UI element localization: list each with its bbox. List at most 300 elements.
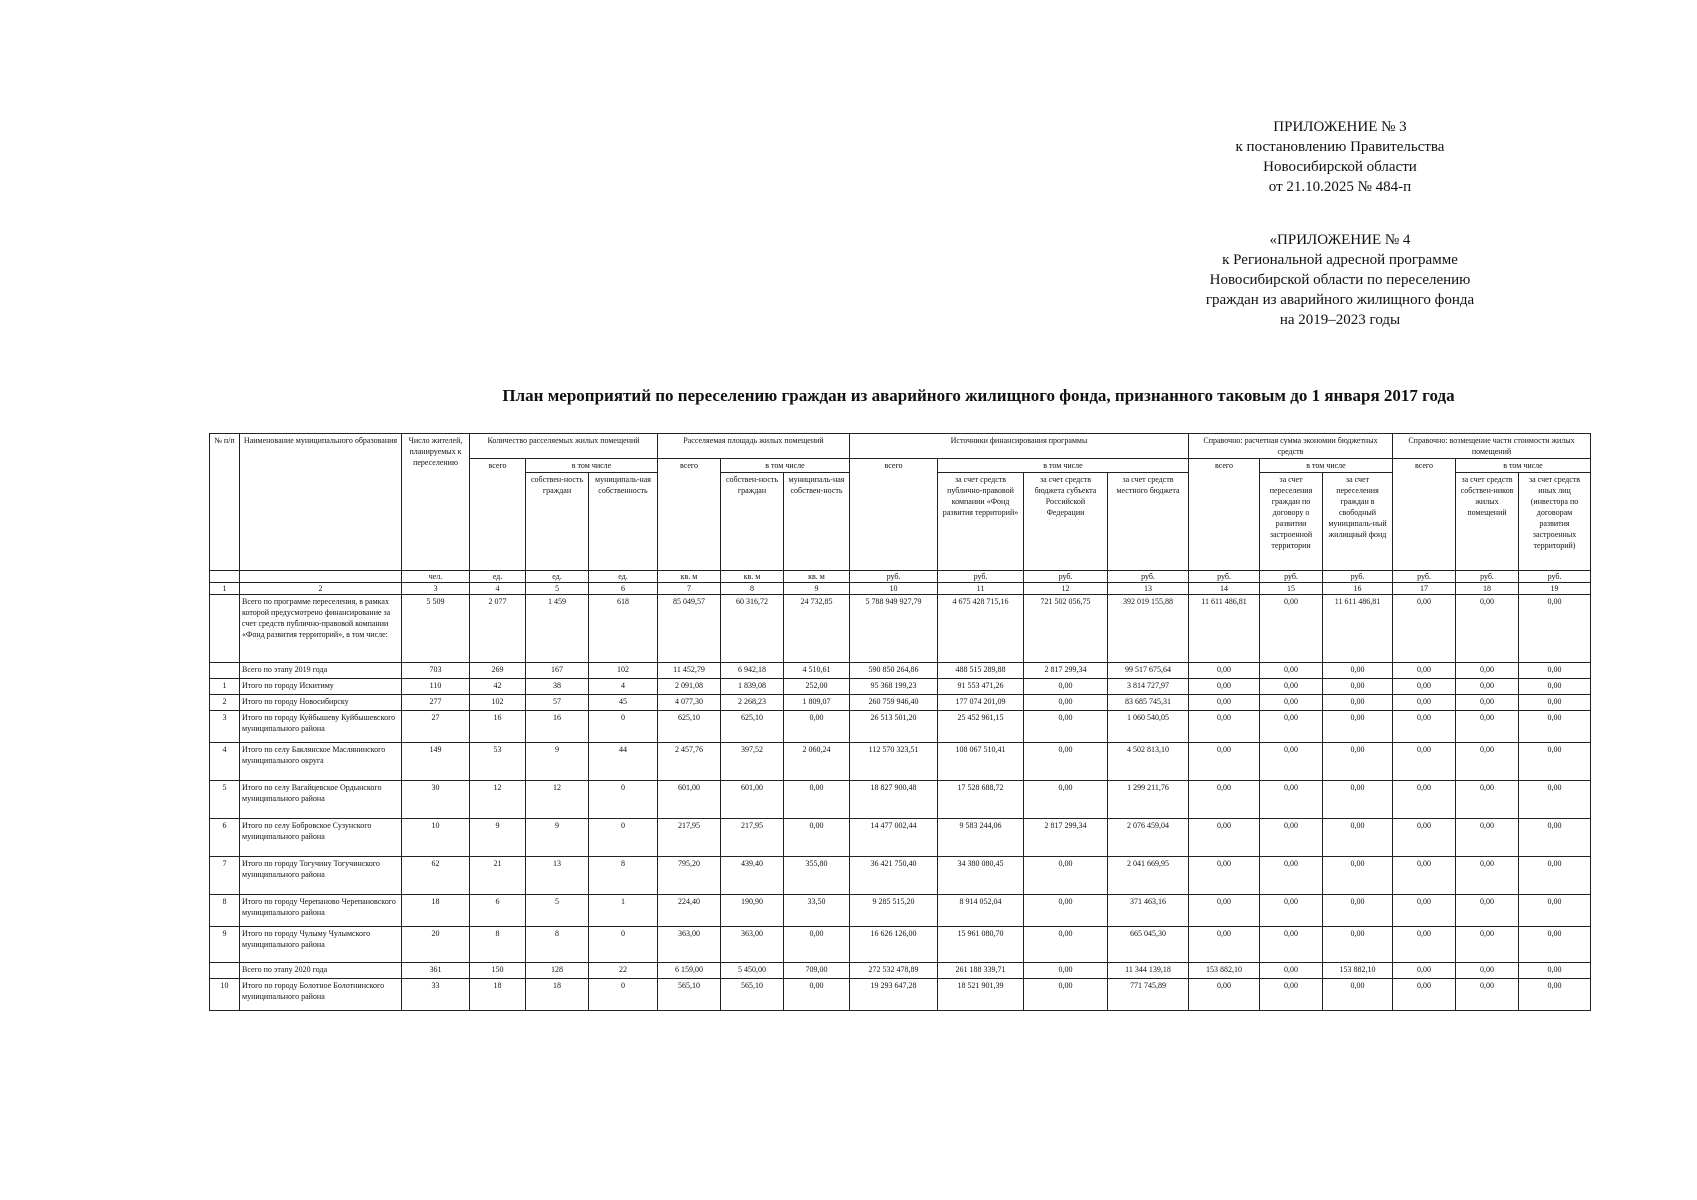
value-cell: 0,00 xyxy=(1189,695,1260,711)
value-cell: 0,00 xyxy=(1393,743,1456,781)
value-cell: 10 xyxy=(402,819,470,857)
value-cell: 0,00 xyxy=(1260,743,1323,781)
appendix-3-header xyxy=(1190,117,1490,197)
appendix-4-line: Новосибирской области по переселению xyxy=(1209,272,1471,288)
header-premises-municipal: муниципаль-ная собственность xyxy=(589,473,658,571)
value-cell: 177 074 201,09 xyxy=(938,695,1024,711)
value-cell: 91 553 471,26 xyxy=(938,679,1024,695)
unit-cell: руб. xyxy=(1393,571,1456,583)
value-cell: 0,00 xyxy=(784,927,850,963)
value-cell: 149 xyxy=(402,743,470,781)
value-cell: 2 817 299,34 xyxy=(1024,663,1108,679)
value-cell: 0,00 xyxy=(1393,857,1456,895)
value-cell: 128 xyxy=(526,963,589,979)
value-cell: 53 xyxy=(470,743,526,781)
value-cell: 795,20 xyxy=(658,857,721,895)
value-cell: 22 xyxy=(589,963,658,979)
value-cell: 0 xyxy=(589,781,658,819)
value-cell: 6 159,00 xyxy=(658,963,721,979)
value-cell: 57 xyxy=(526,695,589,711)
value-cell: 0,00 xyxy=(1260,979,1323,1011)
value-cell: 0,00 xyxy=(1519,927,1591,963)
column-number-cell: 15 xyxy=(1260,583,1323,595)
value-cell: 0,00 xyxy=(1260,679,1323,695)
value-cell: 8 xyxy=(470,927,526,963)
value-cell: 0,00 xyxy=(1393,679,1456,695)
value-cell: 0,00 xyxy=(1260,781,1323,819)
column-number-cell: 4 xyxy=(470,583,526,595)
value-cell: 18 xyxy=(470,979,526,1011)
table-row xyxy=(210,819,1591,857)
value-cell: 260 759 946,40 xyxy=(850,695,938,711)
value-cell: 0,00 xyxy=(1519,895,1591,927)
row-number-cell: 7 xyxy=(210,857,240,895)
value-cell: 0,00 xyxy=(784,711,850,743)
value-cell: 0,00 xyxy=(1393,695,1456,711)
value-cell: 1 809,07 xyxy=(784,695,850,711)
unit-cell: руб. xyxy=(1519,571,1591,583)
value-cell: 4 077,30 xyxy=(658,695,721,711)
column-number-cell: 8 xyxy=(721,583,784,595)
value-cell: 0,00 xyxy=(1519,743,1591,781)
header-area-municipal: муниципаль-ная собствен-ность xyxy=(784,473,850,571)
value-cell: 44 xyxy=(589,743,658,781)
header-premises-total: всего xyxy=(470,459,526,571)
value-cell: 565,10 xyxy=(658,979,721,1011)
table-header xyxy=(210,434,1591,595)
value-cell: 0,00 xyxy=(1393,895,1456,927)
header-funding-group: Источники финансирования программы xyxy=(850,434,1189,459)
header-comp-owners: за счет средств собствен-ников жилых помещений xyxy=(1456,473,1519,571)
header-savings-free: за счет переселения граждан в свободный муниципаль-ный жилищный фонд xyxy=(1323,473,1393,571)
value-cell: 0,00 xyxy=(1189,895,1260,927)
value-cell: 0,00 xyxy=(1260,595,1323,663)
header-area-group: Расселяемая площадь жилых помещений xyxy=(658,434,850,459)
unit-cell: кв. м xyxy=(784,571,850,583)
value-cell: 0,00 xyxy=(1519,819,1591,857)
value-cell: 0,00 xyxy=(1260,963,1323,979)
value-cell: 45 xyxy=(589,695,658,711)
appendix-4-line: «ПРИЛОЖЕНИЕ № 4 xyxy=(1269,232,1411,248)
value-cell: 0,00 xyxy=(1024,781,1108,819)
row-number-cell xyxy=(210,595,240,663)
value-cell: 0,00 xyxy=(1024,695,1108,711)
value-cell: 2 817 299,34 xyxy=(1024,819,1108,857)
value-cell: 0,00 xyxy=(1456,781,1519,819)
value-cell: 355,80 xyxy=(784,857,850,895)
value-cell: 269 xyxy=(470,663,526,679)
value-cell: 33,50 xyxy=(784,895,850,927)
value-cell: 8 914 052,04 xyxy=(938,895,1024,927)
value-cell: 167 xyxy=(526,663,589,679)
value-cell: 2 041 669,95 xyxy=(1108,857,1189,895)
header-comp-total: всего xyxy=(1393,459,1456,571)
header-savings-contract: за счет переселения граждан по договору о развитии застроенной территории xyxy=(1260,473,1323,571)
value-cell: 0,00 xyxy=(1456,711,1519,743)
value-cell: 5 xyxy=(526,895,589,927)
value-cell: 252,00 xyxy=(784,679,850,695)
header-savings-incl: в том числе xyxy=(1260,459,1393,473)
row-number-cell: 2 xyxy=(210,695,240,711)
value-cell: 8 xyxy=(589,857,658,895)
value-cell: 0,00 xyxy=(1456,679,1519,695)
value-cell: 11 611 486,81 xyxy=(1189,595,1260,663)
value-cell: 0,00 xyxy=(1189,679,1260,695)
value-cell: 9 583 244,06 xyxy=(938,819,1024,857)
value-cell: 0,00 xyxy=(1456,979,1519,1011)
value-cell: 0,00 xyxy=(1024,895,1108,927)
value-cell: 0,00 xyxy=(1024,857,1108,895)
value-cell: 30 xyxy=(402,781,470,819)
appendix-3-line: Новосибирской области xyxy=(1263,159,1417,175)
value-cell: 771 745,89 xyxy=(1108,979,1189,1011)
value-cell: 26 513 501,20 xyxy=(850,711,938,743)
document-title: План мероприятий по переселению граждан из аварийного жилищного фонда, признанного таковым до 1 января 2017 года xyxy=(502,386,1455,405)
unit-cell: руб. xyxy=(1108,571,1189,583)
value-cell: 261 188 339,71 xyxy=(938,963,1024,979)
value-cell: 1 xyxy=(589,895,658,927)
value-cell: 85 049,57 xyxy=(658,595,721,663)
header-funding-subject: за счет средств бюджета субъекта Российской Федерации xyxy=(1024,473,1108,571)
header-no: № п/п xyxy=(210,434,240,571)
value-cell: 21 xyxy=(470,857,526,895)
column-number-cell: 5 xyxy=(526,583,589,595)
value-cell: 33 xyxy=(402,979,470,1011)
value-cell: 42 xyxy=(470,679,526,695)
unit-cell: чел. xyxy=(402,571,470,583)
value-cell: 0,00 xyxy=(1323,927,1393,963)
value-cell: 0,00 xyxy=(1024,963,1108,979)
value-cell: 99 517 675,64 xyxy=(1108,663,1189,679)
value-cell: 397,52 xyxy=(721,743,784,781)
table-row xyxy=(210,857,1591,895)
value-cell: 0,00 xyxy=(1519,781,1591,819)
table-row xyxy=(210,679,1591,695)
appendix-4-header xyxy=(1170,230,1510,330)
municipality-name-cell: Итого по селу Бобровское Сузунского муниципального района xyxy=(240,819,402,857)
column-number-cell: 6 xyxy=(589,583,658,595)
value-cell: 17 528 688,72 xyxy=(938,781,1024,819)
value-cell: 0 xyxy=(589,979,658,1011)
value-cell: 13 xyxy=(526,857,589,895)
value-cell: 11 452,79 xyxy=(658,663,721,679)
value-cell: 18 xyxy=(402,895,470,927)
value-cell: 0,00 xyxy=(1519,979,1591,1011)
row-number-cell: 10 xyxy=(210,979,240,1011)
value-cell: 11 344 139,18 xyxy=(1108,963,1189,979)
row-number-cell: 1 xyxy=(210,679,240,695)
value-cell: 0,00 xyxy=(1519,695,1591,711)
value-cell: 0,00 xyxy=(784,781,850,819)
value-cell: 19 293 647,28 xyxy=(850,979,938,1011)
value-cell: 0,00 xyxy=(1323,695,1393,711)
header-area-incl: в том числе xyxy=(721,459,850,473)
value-cell: 14 477 002,44 xyxy=(850,819,938,857)
value-cell: 9 285 515,20 xyxy=(850,895,938,927)
value-cell: 27 xyxy=(402,711,470,743)
value-cell: 34 380 080,45 xyxy=(938,857,1024,895)
value-cell: 5 788 949 927,79 xyxy=(850,595,938,663)
unit-cell: кв. м xyxy=(721,571,784,583)
column-number-cell: 3 xyxy=(402,583,470,595)
column-numbers-row xyxy=(210,583,1591,595)
value-cell: 95 368 199,23 xyxy=(850,679,938,695)
value-cell: 0 xyxy=(589,711,658,743)
value-cell: 0,00 xyxy=(1393,979,1456,1011)
value-cell: 16 xyxy=(470,711,526,743)
value-cell: 0,00 xyxy=(1323,711,1393,743)
value-cell: 590 850 264,86 xyxy=(850,663,938,679)
value-cell: 363,00 xyxy=(721,927,784,963)
value-cell: 0,00 xyxy=(1519,663,1591,679)
row-number-cell xyxy=(210,963,240,979)
municipality-name-cell: Итого по селу Баклянское Маслянинского муниципального округа xyxy=(240,743,402,781)
municipality-name-cell: Итого по городу Искитиму xyxy=(240,679,402,695)
table-row xyxy=(210,743,1591,781)
value-cell: 0,00 xyxy=(1393,595,1456,663)
value-cell: 0,00 xyxy=(1189,979,1260,1011)
value-cell: 709,00 xyxy=(784,963,850,979)
value-cell: 12 xyxy=(470,781,526,819)
value-cell: 0,00 xyxy=(1024,679,1108,695)
header-savings-group: Справочно: расчетная сумма экономии бюджетных средств xyxy=(1189,434,1393,459)
value-cell: 721 502 056,75 xyxy=(1024,595,1108,663)
unit-cell: руб. xyxy=(1323,571,1393,583)
unit-cell: ед. xyxy=(589,571,658,583)
value-cell: 0,00 xyxy=(1189,781,1260,819)
header-funding-fund: за счет средств публично-правовой компании «Фонд развития территорий» xyxy=(938,473,1024,571)
value-cell: 0,00 xyxy=(1456,963,1519,979)
row-number-cell: 6 xyxy=(210,819,240,857)
value-cell: 0,00 xyxy=(1024,979,1108,1011)
value-cell: 16 626 126,00 xyxy=(850,927,938,963)
unit-cell: руб. xyxy=(1189,571,1260,583)
unit-cell: руб. xyxy=(938,571,1024,583)
value-cell: 5 450,00 xyxy=(721,963,784,979)
municipality-name-cell: Итого по городу Куйбышеву Куйбышевского муниципального района xyxy=(240,711,402,743)
municipality-name-cell: Итого по городу Новосибирску xyxy=(240,695,402,711)
column-number-cell: 18 xyxy=(1456,583,1519,595)
value-cell: 2 060,24 xyxy=(784,743,850,781)
value-cell: 703 xyxy=(402,663,470,679)
value-cell: 0,00 xyxy=(784,819,850,857)
header-premises-group: Количество расселяемых жилых помещений xyxy=(470,434,658,459)
value-cell: 4 xyxy=(589,679,658,695)
appendix-3-line: ПРИЛОЖЕНИЕ № 3 xyxy=(1273,119,1407,135)
value-cell: 36 421 750,40 xyxy=(850,857,938,895)
value-cell: 0,00 xyxy=(1024,743,1108,781)
municipality-name-cell: Итого по городу Черепаново Черепановского муниципального района xyxy=(240,895,402,927)
column-number-cell: 2 xyxy=(240,583,402,595)
column-number-cell: 9 xyxy=(784,583,850,595)
value-cell: 392 019 155,88 xyxy=(1108,595,1189,663)
value-cell: 0,00 xyxy=(1456,695,1519,711)
municipality-name-cell: Итого по селу Вагайцевское Ордынского муниципального района xyxy=(240,781,402,819)
table-row xyxy=(210,979,1591,1011)
value-cell: 0,00 xyxy=(1323,979,1393,1011)
column-number-cell: 17 xyxy=(1393,583,1456,595)
value-cell: 4 675 428 715,16 xyxy=(938,595,1024,663)
value-cell: 665 045,30 xyxy=(1108,927,1189,963)
value-cell: 217,95 xyxy=(721,819,784,857)
value-cell: 12 xyxy=(526,781,589,819)
table-row xyxy=(210,711,1591,743)
column-number-cell: 10 xyxy=(850,583,938,595)
unit-cell: руб. xyxy=(1456,571,1519,583)
value-cell: 0,00 xyxy=(1189,857,1260,895)
value-cell: 3 814 727,97 xyxy=(1108,679,1189,695)
header-savings-total: всего xyxy=(1189,459,1260,571)
value-cell: 0,00 xyxy=(1519,711,1591,743)
value-cell: 224,40 xyxy=(658,895,721,927)
column-number-cell: 19 xyxy=(1519,583,1591,595)
value-cell: 272 532 478,89 xyxy=(850,963,938,979)
row-number-cell: 3 xyxy=(210,711,240,743)
value-cell: 9 xyxy=(526,743,589,781)
unit-cell: руб. xyxy=(850,571,938,583)
resettlement-table-wrapper xyxy=(209,433,1591,1011)
value-cell: 0,00 xyxy=(1393,711,1456,743)
value-cell: 0,00 xyxy=(1519,595,1591,663)
table-row xyxy=(210,695,1591,711)
column-number-cell: 16 xyxy=(1323,583,1393,595)
value-cell: 277 xyxy=(402,695,470,711)
value-cell: 0,00 xyxy=(1189,743,1260,781)
units-row xyxy=(210,571,1591,583)
appendix-4-line: на 2019–2023 годы xyxy=(1279,312,1401,328)
value-cell: 62 xyxy=(402,857,470,895)
row-number-cell: 5 xyxy=(210,781,240,819)
appendix-4-line: к Региональной адресной программе xyxy=(1222,252,1458,268)
value-cell: 0,00 xyxy=(1456,857,1519,895)
value-cell: 625,10 xyxy=(658,711,721,743)
value-cell: 0,00 xyxy=(1260,895,1323,927)
value-cell: 38 xyxy=(526,679,589,695)
value-cell: 4 510,61 xyxy=(784,663,850,679)
unit-cell: ед. xyxy=(526,571,589,583)
header-funding-total: всего xyxy=(850,459,938,571)
column-number-cell: 14 xyxy=(1189,583,1260,595)
value-cell: 601,00 xyxy=(721,781,784,819)
column-number-cell: 7 xyxy=(658,583,721,595)
value-cell: 18 xyxy=(526,979,589,1011)
value-cell: 0,00 xyxy=(1189,663,1260,679)
value-cell: 6 xyxy=(470,895,526,927)
value-cell: 217,95 xyxy=(658,819,721,857)
unit-cell-empty xyxy=(210,571,240,583)
value-cell: 1 459 xyxy=(526,595,589,663)
unit-cell: руб. xyxy=(1024,571,1108,583)
municipality-name-cell: Итого по городу Чулыму Чулымского муниципального района xyxy=(240,927,402,963)
value-cell: 9 xyxy=(526,819,589,857)
value-cell: 439,40 xyxy=(721,857,784,895)
value-cell: 1 839,08 xyxy=(721,679,784,695)
table-row xyxy=(210,963,1591,979)
value-cell: 0,00 xyxy=(1323,857,1393,895)
header-premises-incl: в том числе xyxy=(526,459,658,473)
value-cell: 60 316,72 xyxy=(721,595,784,663)
header-area-owned: собствен-ность граждан xyxy=(721,473,784,571)
value-cell: 0,00 xyxy=(1393,819,1456,857)
table-row xyxy=(210,927,1591,963)
appendix-3-line: к постановлению Правительства xyxy=(1235,139,1445,155)
value-cell: 371 463,16 xyxy=(1108,895,1189,927)
value-cell: 16 xyxy=(526,711,589,743)
value-cell: 565,10 xyxy=(721,979,784,1011)
value-cell: 0,00 xyxy=(1260,663,1323,679)
unit-cell-empty xyxy=(240,571,402,583)
value-cell: 0,00 xyxy=(1456,663,1519,679)
table-body xyxy=(210,595,1591,1011)
value-cell: 15 961 080,70 xyxy=(938,927,1024,963)
value-cell: 0 xyxy=(589,927,658,963)
value-cell: 0,00 xyxy=(1456,927,1519,963)
value-cell: 4 502 813,10 xyxy=(1108,743,1189,781)
municipality-name-cell: Итого по городу Тогучину Тогучинского муниципального района xyxy=(240,857,402,895)
value-cell: 9 xyxy=(470,819,526,857)
unit-cell: руб. xyxy=(1260,571,1323,583)
table-row xyxy=(210,595,1591,663)
value-cell: 153 882,10 xyxy=(1323,963,1393,979)
value-cell: 153 882,10 xyxy=(1189,963,1260,979)
value-cell: 150 xyxy=(470,963,526,979)
header-comp-incl: в том числе xyxy=(1456,459,1591,473)
value-cell: 0,00 xyxy=(1519,857,1591,895)
value-cell: 0,00 xyxy=(784,979,850,1011)
value-cell: 488 515 289,88 xyxy=(938,663,1024,679)
row-number-cell: 4 xyxy=(210,743,240,781)
value-cell: 83 685 745,31 xyxy=(1108,695,1189,711)
value-cell: 1 060 540,05 xyxy=(1108,711,1189,743)
value-cell: 0,00 xyxy=(1393,963,1456,979)
municipality-name-cell: Всего по этапу 2019 года xyxy=(240,663,402,679)
value-cell: 2 076 459,04 xyxy=(1108,819,1189,857)
value-cell: 102 xyxy=(470,695,526,711)
appendix-4-line: граждан из аварийного жилищного фонда xyxy=(1205,292,1475,308)
value-cell: 0,00 xyxy=(1189,819,1260,857)
value-cell: 0,00 xyxy=(1024,711,1108,743)
value-cell: 110 xyxy=(402,679,470,695)
value-cell: 8 xyxy=(526,927,589,963)
value-cell: 0,00 xyxy=(1260,819,1323,857)
value-cell: 0,00 xyxy=(1519,679,1591,695)
value-cell: 20 xyxy=(402,927,470,963)
value-cell: 0,00 xyxy=(1189,927,1260,963)
municipality-name-cell: Всего по программе переселения, в рамках которой предусмотрено финансирование за счет средств публично-правовой компании «Фонд развития территорий», в том числе: xyxy=(240,595,402,663)
value-cell: 0,00 xyxy=(1323,895,1393,927)
table-row xyxy=(210,663,1591,679)
value-cell: 0,00 xyxy=(1393,781,1456,819)
column-number-cell: 12 xyxy=(1024,583,1108,595)
value-cell: 0,00 xyxy=(1323,663,1393,679)
value-cell: 363,00 xyxy=(658,927,721,963)
value-cell: 18 521 901,39 xyxy=(938,979,1024,1011)
row-number-cell xyxy=(210,663,240,679)
value-cell: 0,00 xyxy=(1260,927,1323,963)
value-cell: 102 xyxy=(589,663,658,679)
value-cell: 0,00 xyxy=(1024,927,1108,963)
municipality-name-cell: Итого по городу Болотное Болотнинского муниципального района xyxy=(240,979,402,1011)
header-funding-local: за счет средств местного бюджета xyxy=(1108,473,1189,571)
resettlement-plan-table xyxy=(209,433,1591,1011)
value-cell: 1 299 211,76 xyxy=(1108,781,1189,819)
value-cell: 0,00 xyxy=(1260,857,1323,895)
value-cell: 0,00 xyxy=(1323,781,1393,819)
column-number-cell: 13 xyxy=(1108,583,1189,595)
header-residents: Число жителей, планируемых к переселению xyxy=(402,434,470,571)
header-compensation-group: Справочно: возмещение части стоимости жилых помещений xyxy=(1393,434,1591,459)
value-cell: 618 xyxy=(589,595,658,663)
